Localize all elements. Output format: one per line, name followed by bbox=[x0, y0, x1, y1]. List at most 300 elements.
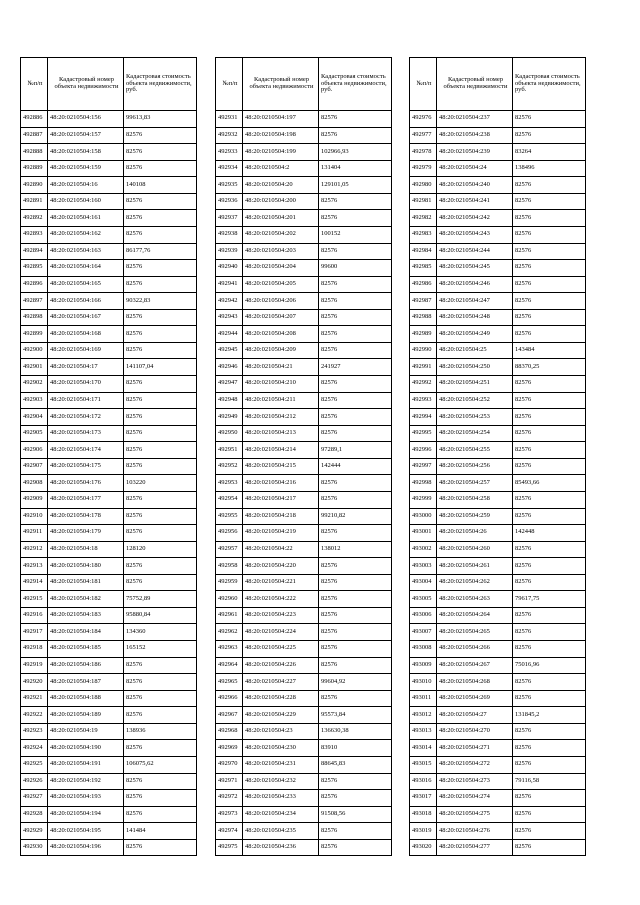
cell-cadastral-cost: 99613,83 bbox=[124, 111, 197, 128]
cell-cadastral-cost: 95880,84 bbox=[124, 607, 197, 624]
cell-cadastral-cost: 82576 bbox=[513, 607, 586, 624]
header-cadastral-cost: Кадастровая стоимость объекта недвижимости, руб. bbox=[513, 58, 586, 111]
cell-number: 492955 bbox=[216, 508, 243, 525]
table-row bbox=[216, 326, 392, 343]
table-row bbox=[21, 326, 197, 343]
cell-cadastral-cost: 82576 bbox=[319, 342, 392, 359]
table-row bbox=[216, 508, 392, 525]
cell-cadastral-cost: 82576 bbox=[513, 127, 586, 144]
cell-cadastral-number: 48:20:0210504:255 bbox=[437, 442, 513, 459]
cell-cadastral-cost: 140108 bbox=[124, 177, 197, 194]
table-row bbox=[21, 210, 197, 227]
table-row bbox=[216, 491, 392, 508]
table-row bbox=[410, 326, 586, 343]
cell-cadastral-number: 48:20:0210504:245 bbox=[437, 260, 513, 277]
cell-cadastral-number: 48:20:0210504:236 bbox=[243, 839, 319, 856]
cell-number: 492899 bbox=[21, 326, 48, 343]
table-row bbox=[216, 127, 392, 144]
table-row bbox=[21, 376, 197, 393]
cell-cadastral-cost: 82576 bbox=[124, 525, 197, 542]
cell-cadastral-number: 48:20:0210504:243 bbox=[437, 226, 513, 243]
table-row bbox=[216, 243, 392, 260]
cell-number: 492958 bbox=[216, 558, 243, 575]
cell-cadastral-cost: 82576 bbox=[319, 790, 392, 807]
cell-cadastral-number: 48:20:0210504:252 bbox=[437, 392, 513, 409]
table-row bbox=[216, 160, 392, 177]
table-row bbox=[216, 359, 392, 376]
cell-number: 492977 bbox=[410, 127, 437, 144]
cell-cadastral-number: 48:20:0210504:180 bbox=[48, 558, 124, 575]
cell-cadastral-cost: 106075,62 bbox=[124, 756, 197, 773]
table-row bbox=[21, 624, 197, 641]
cell-cadastral-cost: 82576 bbox=[513, 508, 586, 525]
table-row bbox=[216, 541, 392, 558]
cell-cadastral-cost: 82576 bbox=[124, 376, 197, 393]
table-row bbox=[21, 111, 197, 128]
cell-number: 492901 bbox=[21, 359, 48, 376]
table-row bbox=[410, 260, 586, 277]
cell-number: 492991 bbox=[410, 359, 437, 376]
cell-cadastral-number: 48:20:0210504:173 bbox=[48, 425, 124, 442]
table-row bbox=[21, 160, 197, 177]
cell-number: 492906 bbox=[21, 442, 48, 459]
table-row bbox=[216, 177, 392, 194]
cell-cadastral-cost: 99600 bbox=[319, 260, 392, 277]
cell-cadastral-number: 48:20:0210504:207 bbox=[243, 309, 319, 326]
cell-cadastral-number: 48:20:0210504:163 bbox=[48, 243, 124, 260]
cell-cadastral-number: 48:20:0210504:165 bbox=[48, 276, 124, 293]
cell-cadastral-cost: 138012 bbox=[319, 541, 392, 558]
table-row bbox=[21, 177, 197, 194]
table-row bbox=[410, 558, 586, 575]
cell-cadastral-number: 48:20:0210504:181 bbox=[48, 574, 124, 591]
cell-cadastral-cost: 99604,92 bbox=[319, 674, 392, 691]
cell-number: 492914 bbox=[21, 574, 48, 591]
cell-cadastral-number: 48:20:0210504:17 bbox=[48, 359, 124, 376]
cell-cadastral-number: 48:20:0210504:157 bbox=[48, 127, 124, 144]
table-row bbox=[216, 376, 392, 393]
cadastral-table-1 bbox=[20, 57, 197, 856]
table-row bbox=[410, 342, 586, 359]
cell-cadastral-cost: 82576 bbox=[319, 475, 392, 492]
cell-cadastral-number: 48:20:0210504:267 bbox=[437, 657, 513, 674]
cell-cadastral-number: 48:20:0210504:239 bbox=[437, 144, 513, 161]
cell-cadastral-number: 48:20:0210504:204 bbox=[243, 260, 319, 277]
cell-cadastral-number: 48:20:0210504:183 bbox=[48, 607, 124, 624]
cell-cadastral-number: 48:20:0210504:261 bbox=[437, 558, 513, 575]
cell-cadastral-number: 48:20:0210504:159 bbox=[48, 160, 124, 177]
table-row bbox=[21, 276, 197, 293]
cell-cadastral-number: 48:20:0210504:244 bbox=[437, 243, 513, 260]
cell-cadastral-cost: 82576 bbox=[319, 409, 392, 426]
table-row bbox=[216, 342, 392, 359]
table-row bbox=[410, 392, 586, 409]
cell-cadastral-number: 48:20:0210504:272 bbox=[437, 756, 513, 773]
cell-cadastral-cost: 82576 bbox=[319, 392, 392, 409]
cell-cadastral-cost: 82576 bbox=[513, 293, 586, 310]
cell-cadastral-number: 48:20:0210504:195 bbox=[48, 823, 124, 840]
cell-cadastral-number: 48:20:0210504:225 bbox=[243, 641, 319, 658]
cell-cadastral-cost: 82576 bbox=[513, 111, 586, 128]
cell-cadastral-number: 48:20:0210504:227 bbox=[243, 674, 319, 691]
cell-number: 492990 bbox=[410, 342, 437, 359]
cell-cadastral-cost: 82576 bbox=[319, 376, 392, 393]
header-number: №п/п bbox=[216, 58, 243, 111]
cell-number: 493001 bbox=[410, 525, 437, 542]
cell-cadastral-cost: 129101,05 bbox=[319, 177, 392, 194]
cell-cadastral-cost: 138936 bbox=[124, 723, 197, 740]
cell-cadastral-number: 48:20:0210504:20 bbox=[243, 177, 319, 194]
cell-number: 492973 bbox=[216, 806, 243, 823]
cell-cadastral-number: 48:20:0210504:237 bbox=[437, 111, 513, 128]
cell-cadastral-number: 48:20:0210504:156 bbox=[48, 111, 124, 128]
header-number: №п/п bbox=[21, 58, 48, 111]
table-row bbox=[410, 226, 586, 243]
cell-number: 492924 bbox=[21, 740, 48, 757]
cell-number: 492925 bbox=[21, 756, 48, 773]
cell-number: 492888 bbox=[21, 144, 48, 161]
cell-cadastral-cost: 91508,56 bbox=[319, 806, 392, 823]
cell-cadastral-cost: 82576 bbox=[513, 624, 586, 641]
cell-cadastral-number: 48:20:0210504:178 bbox=[48, 508, 124, 525]
cell-cadastral-cost: 82576 bbox=[319, 690, 392, 707]
cell-cadastral-number: 48:20:0210504:266 bbox=[437, 641, 513, 658]
cell-cadastral-cost: 82576 bbox=[513, 442, 586, 459]
table-row bbox=[216, 276, 392, 293]
cell-number: 492932 bbox=[216, 127, 243, 144]
cell-cadastral-cost: 82576 bbox=[319, 773, 392, 790]
table-row bbox=[216, 475, 392, 492]
table-row bbox=[216, 707, 392, 724]
cell-cadastral-cost: 86177,76 bbox=[124, 243, 197, 260]
cell-cadastral-cost: 82576 bbox=[513, 839, 586, 856]
table-row bbox=[410, 376, 586, 393]
cell-cadastral-number: 48:20:0210504:253 bbox=[437, 409, 513, 426]
cell-number: 492964 bbox=[216, 657, 243, 674]
cell-cadastral-number: 48:20:0210504:217 bbox=[243, 491, 319, 508]
cell-cadastral-number: 48:20:0210504:262 bbox=[437, 574, 513, 591]
cell-number: 492996 bbox=[410, 442, 437, 459]
cell-cadastral-number: 48:20:0210504:18 bbox=[48, 541, 124, 558]
cell-cadastral-number: 48:20:0210504:189 bbox=[48, 707, 124, 724]
cell-cadastral-cost: 82576 bbox=[124, 309, 197, 326]
table-row bbox=[410, 707, 586, 724]
table-row bbox=[21, 442, 197, 459]
cell-number: 493011 bbox=[410, 690, 437, 707]
cell-cadastral-cost: 82576 bbox=[319, 276, 392, 293]
cell-cadastral-number: 48:20:0210504:212 bbox=[243, 409, 319, 426]
cell-number: 492912 bbox=[21, 541, 48, 558]
cell-cadastral-number: 48:20:0210504:175 bbox=[48, 458, 124, 475]
cell-cadastral-number: 48:20:0210504:242 bbox=[437, 210, 513, 227]
cell-cadastral-cost: 82576 bbox=[513, 326, 586, 343]
table-row bbox=[21, 359, 197, 376]
table-row bbox=[21, 475, 197, 492]
cell-cadastral-cost: 82576 bbox=[319, 525, 392, 542]
cell-cadastral-cost: 82576 bbox=[513, 823, 586, 840]
cell-cadastral-cost: 82576 bbox=[513, 740, 586, 757]
cell-cadastral-number: 48:20:0210504:162 bbox=[48, 226, 124, 243]
cell-cadastral-number: 48:20:0210504:187 bbox=[48, 674, 124, 691]
table-row bbox=[21, 342, 197, 359]
cell-number: 492937 bbox=[216, 210, 243, 227]
cell-number: 492989 bbox=[410, 326, 437, 343]
cell-number: 493013 bbox=[410, 723, 437, 740]
cadastral-table-2 bbox=[215, 57, 392, 856]
cell-cadastral-cost: 82576 bbox=[319, 309, 392, 326]
cell-number: 492939 bbox=[216, 243, 243, 260]
table-row bbox=[21, 508, 197, 525]
cell-number: 492909 bbox=[21, 491, 48, 508]
cell-cadastral-number: 48:20:0210504:240 bbox=[437, 177, 513, 194]
header-cadastral-cost: Кадастровая стоимость объекта недвижимости, руб. bbox=[319, 58, 392, 111]
cell-cadastral-cost: 82576 bbox=[124, 508, 197, 525]
cell-number: 493007 bbox=[410, 624, 437, 641]
cell-number: 492956 bbox=[216, 525, 243, 542]
cell-cadastral-number: 48:20:0210504:249 bbox=[437, 326, 513, 343]
cell-cadastral-number: 48:20:0210504:246 bbox=[437, 276, 513, 293]
table-row bbox=[216, 773, 392, 790]
cell-cadastral-cost: 82576 bbox=[319, 574, 392, 591]
table-row bbox=[216, 525, 392, 542]
cell-cadastral-number: 48:20:0210504:275 bbox=[437, 806, 513, 823]
cell-cadastral-cost: 99210,82 bbox=[319, 508, 392, 525]
cell-number: 492978 bbox=[410, 144, 437, 161]
cell-cadastral-cost: 103220 bbox=[124, 475, 197, 492]
cell-cadastral-cost: 83910 bbox=[319, 740, 392, 757]
cell-number: 492928 bbox=[21, 806, 48, 823]
cell-number: 492965 bbox=[216, 674, 243, 691]
cell-number: 492975 bbox=[216, 839, 243, 856]
cell-cadastral-cost: 85493,66 bbox=[513, 475, 586, 492]
table-row bbox=[216, 756, 392, 773]
cell-cadastral-number: 48:20:0210504:23 bbox=[243, 723, 319, 740]
cell-cadastral-cost: 88645,83 bbox=[319, 756, 392, 773]
cell-number: 493003 bbox=[410, 558, 437, 575]
cell-number: 492904 bbox=[21, 409, 48, 426]
cell-cadastral-cost: 82576 bbox=[319, 624, 392, 641]
cell-number: 493017 bbox=[410, 790, 437, 807]
table-row bbox=[21, 144, 197, 161]
table-row bbox=[410, 177, 586, 194]
cell-number: 492976 bbox=[410, 111, 437, 128]
table-row bbox=[216, 558, 392, 575]
cell-number: 493010 bbox=[410, 674, 437, 691]
table-row bbox=[410, 359, 586, 376]
cell-cadastral-number: 48:20:0210504:232 bbox=[243, 773, 319, 790]
cell-number: 492953 bbox=[216, 475, 243, 492]
cell-cadastral-cost: 82576 bbox=[124, 773, 197, 790]
cell-cadastral-number: 48:20:0210504:184 bbox=[48, 624, 124, 641]
cell-cadastral-cost: 97289,1 bbox=[319, 442, 392, 459]
cell-cadastral-cost: 131845,2 bbox=[513, 707, 586, 724]
table-row bbox=[410, 674, 586, 691]
cell-number: 492897 bbox=[21, 293, 48, 310]
cell-cadastral-number: 48:20:0210504:202 bbox=[243, 226, 319, 243]
table-row bbox=[21, 293, 197, 310]
cell-number: 492995 bbox=[410, 425, 437, 442]
table-row bbox=[410, 624, 586, 641]
table-row bbox=[410, 591, 586, 608]
cell-cadastral-cost: 141484 bbox=[124, 823, 197, 840]
cell-number: 492892 bbox=[21, 210, 48, 227]
cell-number: 492922 bbox=[21, 707, 48, 724]
table-row bbox=[21, 392, 197, 409]
cell-cadastral-number: 48:20:0210504:210 bbox=[243, 376, 319, 393]
cell-cadastral-cost: 82576 bbox=[319, 127, 392, 144]
cell-number: 493008 bbox=[410, 641, 437, 658]
cell-cadastral-cost: 82576 bbox=[513, 392, 586, 409]
cell-cadastral-number: 48:20:0210504:209 bbox=[243, 342, 319, 359]
cell-number: 492936 bbox=[216, 193, 243, 210]
cell-cadastral-number: 48:20:0210504:241 bbox=[437, 193, 513, 210]
cell-number: 493000 bbox=[410, 508, 437, 525]
cell-cadastral-number: 48:20:0210504:196 bbox=[48, 839, 124, 856]
cell-cadastral-number: 48:20:0210504:170 bbox=[48, 376, 124, 393]
cell-cadastral-number: 48:20:0210504:260 bbox=[437, 541, 513, 558]
cell-number: 492918 bbox=[21, 641, 48, 658]
cell-number: 492916 bbox=[21, 607, 48, 624]
table-row bbox=[216, 425, 392, 442]
cell-cadastral-cost: 75016,96 bbox=[513, 657, 586, 674]
cell-number: 493018 bbox=[410, 806, 437, 823]
cell-number: 492921 bbox=[21, 690, 48, 707]
cell-cadastral-number: 48:20:0210504:201 bbox=[243, 210, 319, 227]
cell-number: 492962 bbox=[216, 624, 243, 641]
cell-number: 492948 bbox=[216, 392, 243, 409]
cell-number: 492961 bbox=[216, 607, 243, 624]
table-row bbox=[216, 293, 392, 310]
cell-cadastral-number: 48:20:0210504:191 bbox=[48, 756, 124, 773]
cell-cadastral-number: 48:20:0210504:22 bbox=[243, 541, 319, 558]
cell-cadastral-cost: 82576 bbox=[124, 491, 197, 508]
table-row bbox=[21, 657, 197, 674]
cell-cadastral-cost: 82576 bbox=[124, 740, 197, 757]
cell-cadastral-cost: 82576 bbox=[124, 276, 197, 293]
cell-cadastral-number: 48:20:0210504:269 bbox=[437, 690, 513, 707]
table-row bbox=[21, 409, 197, 426]
table-row bbox=[21, 790, 197, 807]
cell-number: 492941 bbox=[216, 276, 243, 293]
cell-cadastral-cost: 82576 bbox=[124, 226, 197, 243]
cell-number: 492900 bbox=[21, 342, 48, 359]
cell-cadastral-cost: 82576 bbox=[319, 193, 392, 210]
cell-number: 492930 bbox=[21, 839, 48, 856]
table-row bbox=[216, 392, 392, 409]
cell-cadastral-number: 48:20:0210504:216 bbox=[243, 475, 319, 492]
table-row bbox=[410, 276, 586, 293]
table-row bbox=[21, 525, 197, 542]
cell-cadastral-cost: 82576 bbox=[319, 823, 392, 840]
cell-number: 492944 bbox=[216, 326, 243, 343]
cell-cadastral-number: 48:20:0210504:208 bbox=[243, 326, 319, 343]
cell-number: 492954 bbox=[216, 491, 243, 508]
cell-cadastral-number: 48:20:0210504:273 bbox=[437, 773, 513, 790]
table-row bbox=[21, 541, 197, 558]
cell-cadastral-number: 48:20:0210504:166 bbox=[48, 293, 124, 310]
cell-cadastral-cost: 134360 bbox=[124, 624, 197, 641]
cell-cadastral-number: 48:20:0210504:219 bbox=[243, 525, 319, 542]
cell-number: 492960 bbox=[216, 591, 243, 608]
cell-number: 492913 bbox=[21, 558, 48, 575]
cell-cadastral-number: 48:20:0210504:26 bbox=[437, 525, 513, 542]
cell-number: 492987 bbox=[410, 293, 437, 310]
cell-cadastral-number: 48:20:0210504:161 bbox=[48, 210, 124, 227]
cell-cadastral-cost: 138496 bbox=[513, 160, 586, 177]
cell-number: 492920 bbox=[21, 674, 48, 691]
cell-number: 492931 bbox=[216, 111, 243, 128]
cell-cadastral-cost: 82576 bbox=[319, 425, 392, 442]
table-row bbox=[410, 144, 586, 161]
cell-number: 492887 bbox=[21, 127, 48, 144]
table-row bbox=[216, 309, 392, 326]
cell-number: 492982 bbox=[410, 210, 437, 227]
cell-cadastral-cost: 82576 bbox=[319, 839, 392, 856]
cell-cadastral-cost: 142448 bbox=[513, 525, 586, 542]
cell-number: 492911 bbox=[21, 525, 48, 542]
table-row bbox=[216, 723, 392, 740]
table-row bbox=[410, 111, 586, 128]
cell-cadastral-number: 48:20:0210504:247 bbox=[437, 293, 513, 310]
cell-number: 492949 bbox=[216, 409, 243, 426]
table-row bbox=[216, 790, 392, 807]
table-row bbox=[216, 591, 392, 608]
cell-number: 492902 bbox=[21, 376, 48, 393]
table-row bbox=[216, 574, 392, 591]
cell-cadastral-cost: 82576 bbox=[124, 260, 197, 277]
cell-cadastral-cost: 82576 bbox=[124, 342, 197, 359]
cell-cadastral-number: 48:20:0210504:222 bbox=[243, 591, 319, 608]
cell-number: 492986 bbox=[410, 276, 437, 293]
cell-cadastral-cost: 82576 bbox=[124, 127, 197, 144]
table-row bbox=[21, 226, 197, 243]
table-row bbox=[410, 458, 586, 475]
table-row bbox=[410, 409, 586, 426]
cell-cadastral-cost: 82576 bbox=[319, 607, 392, 624]
cell-number: 492894 bbox=[21, 243, 48, 260]
table-row bbox=[410, 193, 586, 210]
cell-cadastral-cost: 82576 bbox=[124, 657, 197, 674]
cell-cadastral-cost: 82576 bbox=[513, 193, 586, 210]
cell-cadastral-number: 48:20:0210504:171 bbox=[48, 392, 124, 409]
table-row bbox=[410, 773, 586, 790]
table-row bbox=[410, 723, 586, 740]
cell-cadastral-number: 48:20:0210504:228 bbox=[243, 690, 319, 707]
table-row bbox=[216, 806, 392, 823]
cell-number: 492957 bbox=[216, 541, 243, 558]
cell-number: 492985 bbox=[410, 260, 437, 277]
table-row bbox=[410, 607, 586, 624]
table-row bbox=[216, 210, 392, 227]
table-row bbox=[21, 558, 197, 575]
cell-cadastral-number: 48:20:0210504:215 bbox=[243, 458, 319, 475]
table-row bbox=[410, 243, 586, 260]
cell-number: 493012 bbox=[410, 707, 437, 724]
cell-cadastral-number: 48:20:0210504:186 bbox=[48, 657, 124, 674]
cell-cadastral-number: 48:20:0210504:193 bbox=[48, 790, 124, 807]
cell-number: 492974 bbox=[216, 823, 243, 840]
cadastral-table-3 bbox=[409, 57, 586, 856]
cell-cadastral-cost: 82576 bbox=[513, 177, 586, 194]
cell-cadastral-number: 48:20:0210504:192 bbox=[48, 773, 124, 790]
cell-cadastral-cost: 82576 bbox=[319, 491, 392, 508]
cell-cadastral-number: 48:20:0210504:229 bbox=[243, 707, 319, 724]
cell-cadastral-cost: 82576 bbox=[319, 111, 392, 128]
table-row bbox=[216, 740, 392, 757]
table-row bbox=[21, 127, 197, 144]
header-cadastral-number: Кадастровый номер объекта недвижимости bbox=[437, 58, 513, 111]
table-row bbox=[21, 260, 197, 277]
